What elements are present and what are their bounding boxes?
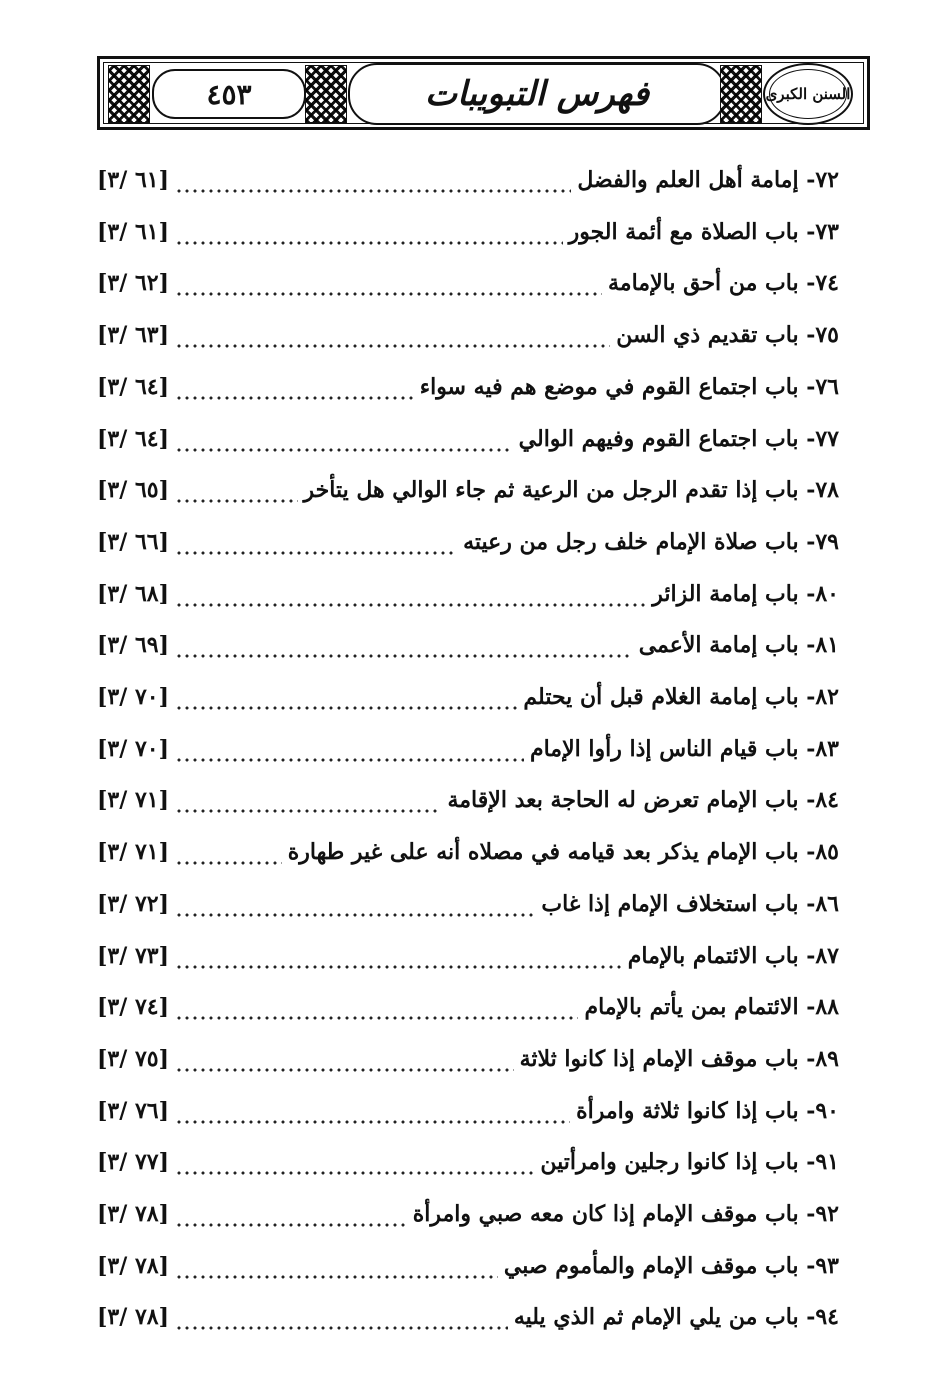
dot-leader [175,315,610,355]
toc-entry-title: ٩٤- باب من يلي الإمام ثم الذي يليه [513,1304,839,1331]
page-header [97,56,870,130]
toc-entry-title: ٨٤- باب الإمام تعرض له الحاجة بعد الإقامة [447,787,839,814]
ornament-icon [108,65,150,123]
toc-entry-page-ref: [٧٠ /٣] [97,735,170,762]
toc-entry-page-ref: [٦١ /٣] [97,167,170,193]
toc-entry [97,574,839,614]
toc-entry-page-ref: [٦٤ /٣] [97,373,170,400]
toc-entry-page-ref: [٧٠ /٣] [97,684,170,710]
toc-entry-page-ref: [٦٥ /٣] [97,477,170,504]
dot-leader [175,522,457,562]
toc-entry-title: ٩٠- باب إذا كانوا ثلاثة وامرأة [576,1097,839,1124]
toc-entry-title: ٧٦- باب اجتماع القوم في موضع هم فيه سواء [419,373,839,400]
toc-entry-title: ٧٢- إمامة أهل العلم والفضل [577,167,839,193]
toc-entry [97,936,839,976]
dot-leader [175,987,578,1027]
dot-leader [175,367,414,407]
toc-entry [97,832,839,872]
toc-entry-page-ref: [٦٨ /٣] [97,580,170,607]
toc-entry [97,315,839,355]
toc-entry-title: ٩١- باب إذا كانوا رجلين وامرأتين [540,1149,839,1176]
dot-leader [175,832,282,872]
ornament-icon [305,65,347,123]
toc-entry [97,987,839,1027]
dot-leader [175,677,517,717]
dot-leader [175,1039,514,1079]
toc-entry-title: ٩٢- باب موقف الإمام إذا كان معه صبي وامرأة [412,1201,839,1227]
toc-entry-page-ref: [٦١ /٣] [97,218,170,245]
toc-entry-title: ٧٣- باب الصلاة مع أئمة الجور [568,218,839,245]
dot-leader [175,574,646,614]
toc-entry [97,1039,839,1079]
dot-leader [175,419,513,459]
dot-leader [175,884,535,924]
toc-entry-page-ref: [٧٨ /٣] [97,1304,170,1331]
toc-entry-title: ٨٣- باب قيام الناس إذا رأوا الإمام [529,735,839,762]
toc-entry-page-ref: [٧٢ /٣] [97,890,170,917]
toc-entry [97,160,839,200]
toc-entry-title: ٧٩- باب صلاة الإمام خلف رجل من رعيته [463,528,839,555]
toc-entry-title: ٨٢- باب إمامة الغلام قبل أن يحتلم [523,684,839,710]
toc-entry-page-ref: [٦٦ /٣] [97,528,170,555]
toc-entry-title: ٧٨- باب إذا تقدم الرجل من الرعية ثم جاء الوالي هل يتأخر [303,477,839,504]
toc-entry [97,729,839,769]
toc-entry-page-ref: [٧٦ /٣] [97,1097,170,1124]
ornament-icon [720,65,762,123]
toc-entry [97,470,839,510]
toc-entry [97,884,839,924]
toc-entry [97,419,839,459]
dot-leader [175,1297,508,1337]
title-frame [348,63,726,125]
dot-leader [175,1194,407,1234]
toc-entry [97,780,839,820]
toc-entry-title: ٨٦- باب استخلاف الإمام إذا غاب [541,890,839,917]
toc-entry-title: ٨٨- الائتمام بمن يأتم بالإمام [584,994,839,1021]
toc-entry-title: ٨٥- باب الإمام يذكر بعد قيامه في مصلاه أنه على غير طهارة [287,839,839,866]
dot-leader [175,780,441,820]
dot-leader [175,625,633,665]
dot-leader [175,729,524,769]
dot-leader [175,1091,570,1131]
dot-leader [175,936,622,976]
toc-entry [97,522,839,562]
dot-leader [175,1142,534,1182]
toc-entry-page-ref: [٦٩ /٣] [97,632,170,659]
dot-leader [175,470,298,510]
toc-entry-title: ٧٤- باب من أحق بالإمامة [608,270,839,297]
toc-entry [97,1246,839,1286]
toc-entry [97,263,839,303]
toc-entry-page-ref: [٧٨ /٣] [97,1252,170,1279]
toc-entry-page-ref: [٦٣ /٣] [97,322,170,349]
toc-entry-title: ٨٧- باب الائتمام بالإمام [627,942,839,969]
toc-entry-page-ref: [٦٢ /٣] [97,270,170,297]
toc-entry-page-ref: [٧٨ /٣] [97,1201,170,1227]
toc-entry-page-ref: [٧١ /٣] [97,787,170,814]
dot-leader [175,1246,498,1286]
toc-entry [97,212,839,252]
page-number: ٤٥٣ [206,77,252,111]
toc-entry-page-ref: [٧١ /٣] [97,839,170,866]
toc-entry-page-ref: [٧٣ /٣] [97,942,170,969]
toc-entry [97,1297,839,1337]
dot-leader [175,212,563,252]
toc-entry [97,1091,839,1131]
toc-entry [97,625,839,665]
toc-entry-page-ref: [٧٥ /٣] [97,1045,170,1072]
page-number-frame [152,69,306,119]
toc-entry-title: ٨٩- باب موقف الإمام إذا كانوا ثلاثة [519,1045,839,1072]
toc-entry-title: ٧٧- باب اجتماع القوم وفيهم الوالي [518,425,839,452]
toc-entry [97,367,839,407]
toc-entry-title: ٨١- باب إمامة الأعمى [638,632,839,659]
toc-entry-page-ref: [٦٤ /٣] [97,425,170,452]
toc-entry-title: ٩٣- باب موقف الإمام والمأموم صبي [503,1252,839,1279]
page-title: فهرس التبويبات [424,74,649,114]
toc-entry-page-ref: [٧٧ /٣] [97,1149,170,1176]
toc-entry [97,1194,839,1234]
toc-entry [97,1142,839,1182]
book-logo [763,63,853,125]
toc-entry-page-ref: [٧٤ /٣] [97,994,170,1021]
dot-leader [175,160,571,200]
dot-leader [175,263,602,303]
book-logo-text: السنن الكبرى [765,85,851,103]
toc-entry-title: ٧٥- باب تقديم ذي السن [616,322,839,349]
toc-entry [97,677,839,717]
toc-entry-title: ٨٠- باب إمامة الزائر [652,580,839,607]
